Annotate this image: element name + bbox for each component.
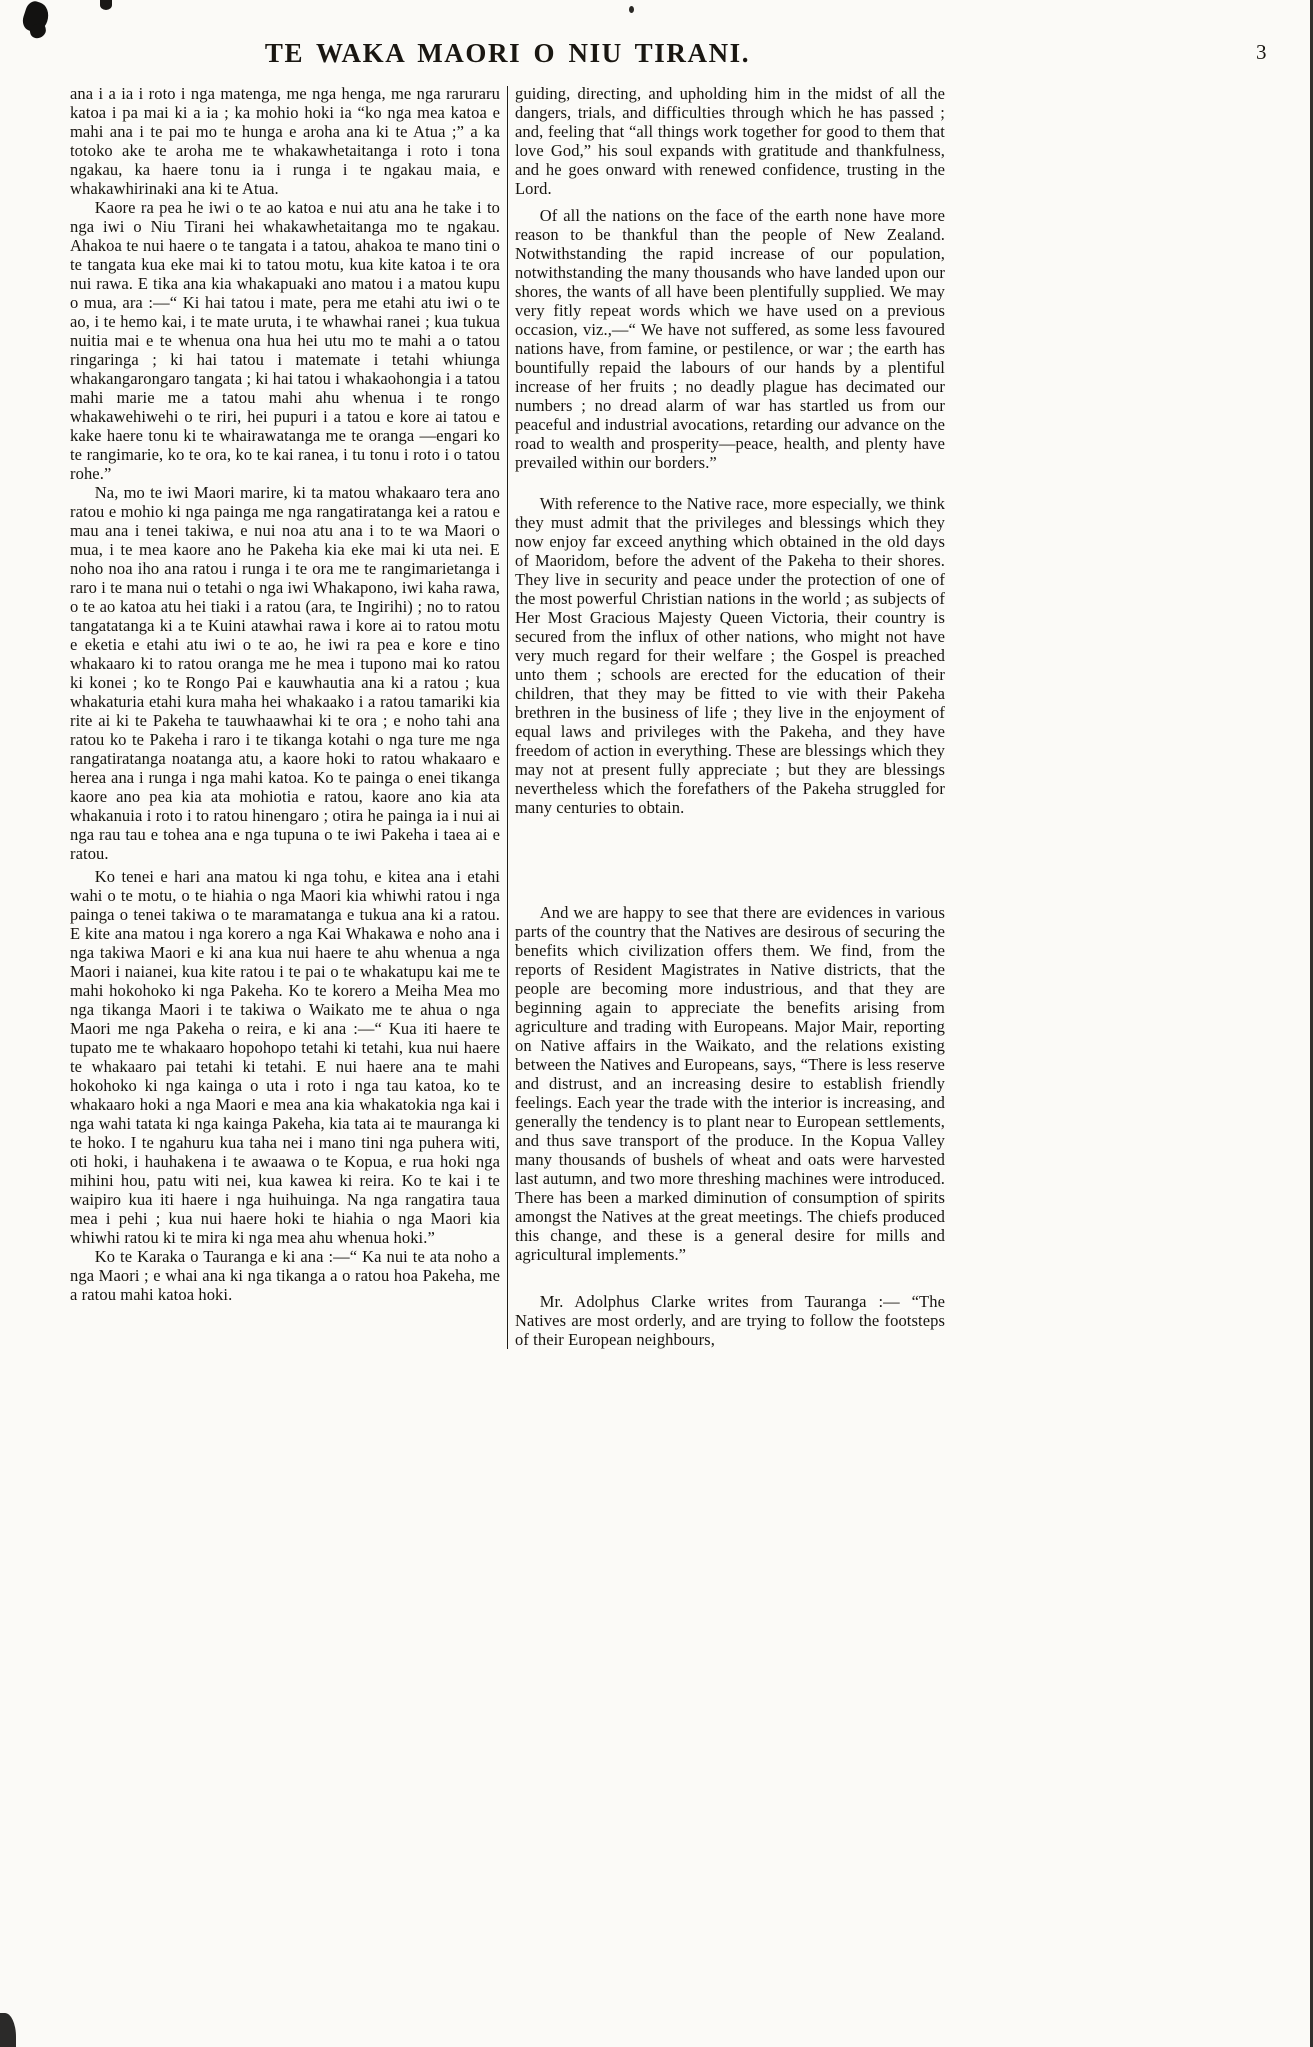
maori-paragraph-4: Ko tenei e hari ana matou ki nga tohu, e kitea ana i etahi wahi o te motu, o te hiahia o nga Maori kia whiwhi ratou i nga painga o tenei takiwa o te maramatanga e tukua ana ki a ratou. E kite ana matou i nga korero a nga Kai Whakawa e noho ana i nga takiwa Maori e ki ana kua nui haere te ahu whenua a nga Maori i naianei, kua kite ratou i te pai o te whakatupu kai me te mahi hokohoko ki nga Pakeha. Ko te korero a Meiha Mea mo nga tikanga Maori i te takiwa o Waikato me te ahua o nga Maori me nga Pakeha o reira, e ki ana :—“ Kua iti haere te tupato me te whakaaro hopohopo tetahi ki tetahi, kua nui haere te whakaaro pai tetahi ki tetahi. E nui haere ana te mahi hokohoko ki nga kainga o uta i roto i nga tau katoa, ko te whakaaro hoki a nga Maori e mea ana kia whakatokia nga kai i nga wahi tatata ki nga kainga Pakeha, kia tata ai te mauranga ki te hoko. I te ngahuru kua taha nei i mano tini nga puhera witi, oti hoki, i hauhakena i te awaawa o te Kopua, e rua hoki nga mihini hou, patu witi nei, kua kawea ki reira. Ko te kai i te waipiro kua iti haere i nga huihuinga. Na nga rangatira taua mea i pehi ; kua nui haere hoki te hiahia o nga Maori kia whiwhi ratou ki te mira ki nga mea ahu whenua hoki.” — [70, 867, 500, 1247]
masthead-title: TE WAKA MAORI O NIU TIRANI. — [264, 38, 751, 68]
maori-paragraph-3: Na, mo te iwi Maori marire, ki ta matou whakaaro tera ano ratou e mohio ki nga painga me nga rangatiratanga kei a ratou e mau ana i tenei takiwa, e nui noa atu ana i to te wa Maori o mua, i te mea kaore ano he Pakeha kia eke mai ki uta nei. E noho noa iho ana ratou i runga i te ora me te rangimarietanga i raro i te mana nui o tetahi o nga iwi Whakapono, iwi kaha rawa, o te ao katoa atu hei tiaki i a ratou (ara, te Ingirihi) ; no to ratou tangatatanga ki a te Kuini atawhai rawa i kore ai to ratou motu e eketia e etahi atu iwi o te ao, he iwi ra pea e kore e tino whakaaro ki to ratou oranga me he mea i tupono mai ko ratou ki konei ; ko te Rongo Pai e kauwhautia ana ki a ratou ; kua whakaturia etahi kura maha hei whakaako i a ratou tamariki kia rite ai ki te Pakeha te tauwhaawhai ki te ora ; e noho tahi ana ratou ko te Pakeha i raro i te tikanga kotahi o nga ture me nga rangatiratanga noatanga atu, a kaore hoki to ratou whakaaro e herea ana i runga i nga mahi katoa. Ko te painga o enei tikanga kaore ano pea kia ata mohiotia e ratou, kaore ano kia ata whakanuia i roto i to ratou hinengaro ; otira he painga ia i nui ai nga rau tau e tohea ana e nga tupuna o te iwi Pakeha i taea ai e ratou. — [70, 483, 500, 863]
english-paragraph-1: guiding, directing, and upholding him in the midst of all the dangers, trials, and difficulties through which he has passed ; and, feeling that “all things work together for good to them that love God,” his soul expands with gratitude and thankfulness, and he goes onward with renewed confidence, trusting in the Lord. — [515, 84, 945, 198]
maori-paragraph-1: ana i a ia i roto i nga matenga, me nga henga, me nga raruraru katoa i pa mai ki a ia ; ka mohio hoki ia “ko nga mea katoa e mahi ana i te pai mo te hunga e aroha ana ki te Atua ;” a ka totoko ake te aroha me te whakawhetaitanga i roto i tona ngakau, ka haere tonu ia i runga i te ngakau maia, e whakawhirinaki ana ki te Atua. — [70, 84, 500, 198]
column-maori — [70, 84, 500, 1349]
column-english — [515, 84, 945, 1349]
scan-artifact — [29, 22, 48, 39]
article-body — [70, 84, 945, 1349]
english-paragraph-3: With reference to the Native race, more especially, we think they must admit that the privileges and blessings which they now enjoy far exceed anything which obtained in the old days of Maoridom, before the advent of the Pakeha to their shores. They live in security and peace under the protection of one of the most powerful Christian nations in the world ; as subjects of Her Most Gracious Majesty Queen Victoria, their country is secured from the influx of other nations, who might not have very much regard for their welfare ; the Gospel is preached unto them ; schools are erected for the education of their children, that they may be fitted to vie with their Pakeha brethren in the business of life ; they live in the enjoyment of equal laws and privileges with the Pakeha, and they have freedom of action in everything. These are blessings which they may not at present fully appreciate ; but they are blessings nevertheless which the forefathers of the Pakeha struggled for many centuries to obtain. — [515, 494, 945, 817]
maori-paragraph-2: Kaore ra pea he iwi o te ao katoa e nui atu ana he take i to nga iwi o Niu Tirani hei whakawhetaitanga mo te ngakau. Ahakoa te nui haere o te tangata i a tatou, ahakoa te mano tini o te tangata kua eke mai ki to tatou motu, kua kite katoa i te ora nui rawa. E tika ana kia whakapuaki ano matou i a matou kupu o mua, ara :—“ Ki hai tatou i mate, pera me etahi atu iwi o te ao, i te hemo kai, i te mate uruta, i te whawhai ranei ; kua tukua nuitia mai e te whenua ona hua hei utu mo te mahi a o tatou ringaringa ; ki hai tatou i matemate i tetahi whiunga whakangarongaro tangata ; ki hai tatou i whakaohongia i a tatou mahi marie me a tatou mahi ahu whenua i te rongo whakawehiwehi o te riri, hei pupuri i a tatou e kore ai tatou e kake haere tonu ki te whairawatanga me te oranga —engari ko te rangimarie, ko te ora, ko te kai ranea, i tu tonu i roto i o tatou rohe.” — [70, 198, 500, 483]
english-paragraph-2: Of all the nations on the face of the earth none have more reason to be thankful than the people of New Zealand. Notwithstanding the rapid increase of our population, notwithstanding the many thousands who have landed upon our shores, the wants of all have been plentifully supplied. We may very fitly repeat words which we have used on a previous occasion, viz.,—“ We have not suffered, as some less favoured nations have, from famine, or pestilence, or war ; the earth has bountifully repaid the labours of our hands by a plentiful increase of her fruits ; no deadly plague has decimated our numbers ; no dread alarm of war has startled us from our peaceful and industrial avocations, retarding our advance on the road to wealth and prosperity—peace, health, and plenty have prevailed within our borders.” — [515, 206, 945, 472]
scan-artifact — [100, 0, 112, 10]
page-number: 3 — [1256, 40, 1267, 64]
column-divider-rule — [507, 86, 508, 1349]
english-paragraph-5: Mr. Adolphus Clarke writes from Tauranga :— “The Natives are most orderly, and are trying to follow the footsteps of their European neighbours, — [515, 1292, 945, 1349]
maori-paragraph-5: Ko te Karaka o Tauranga e ki ana :—“ Ka nui te ata noho a nga Maori ; e whai ana ki nga tikanga a o ratou hoa Pakeha, me a ratou mahi katoa hoki. — [70, 1247, 500, 1304]
scan-artifact — [629, 6, 634, 13]
scan-artifact — [0, 2013, 16, 2047]
page-header — [70, 38, 945, 69]
english-paragraph-4: And we are happy to see that there are evidences in various parts of the country that the Natives are desirous of securing the benefits which civilization offers them. We find, from the reports of Resident Magistrates in Native districts, that the people are becoming more industrious, and that they are beginning again to appreciate the benefits arising from agriculture and trading with Europeans. Major Mair, reporting on Native affairs in the Waikato, and the relations existing between the Natives and Europeans, says, “There is less reserve and distrust, and an increasing desire to establish friendly feelings. Each year the trade with the interior is increasing, and generally the tendency is to plant near to European settlements, and thus save transport of the produce. In the Kopua Valley many thousands of bushels of wheat and oats were harvested last autumn, and two more threshing machines were introduced. There has been a marked diminution of consumption of spirits amongst the Natives at the great meetings. The chiefs produced this change, and these is a general desire for mills and agricultural implements.” — [515, 903, 945, 1264]
